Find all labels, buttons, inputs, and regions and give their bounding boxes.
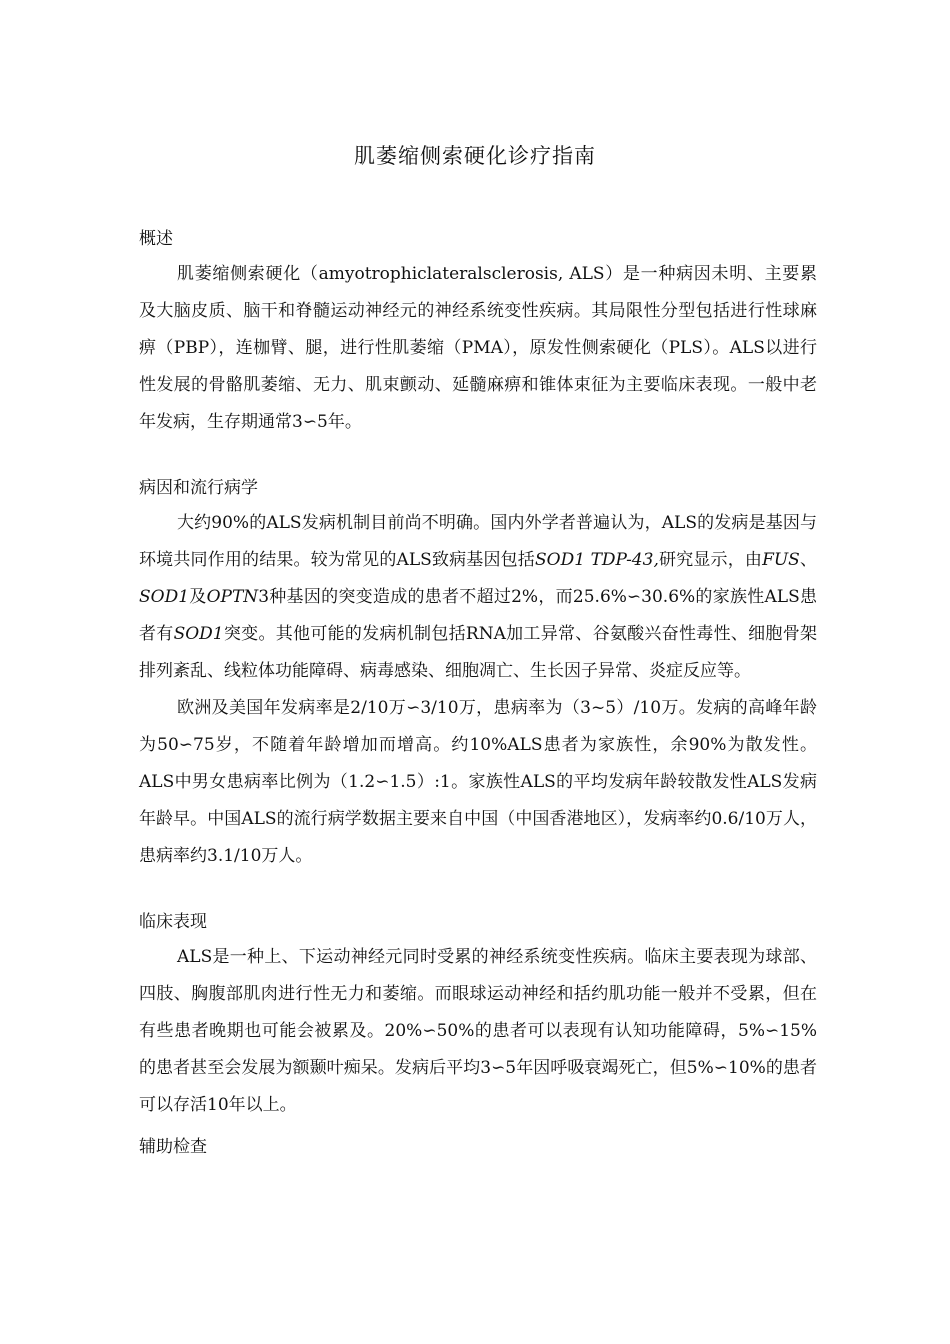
- paragraph-text-run: 3种基因的突变造成的患者不超过2%，而25.6%∽30.6%的家族性ALS患者有: [139, 587, 818, 644]
- document-body: [139, 222, 817, 1164]
- paragraph-text-run: 突变。其他可能的发病机制包括RNA加工异常、谷氨酸兴奋性毒性、细胞骨架排列紊乱、线粒体功能障碍、病毒感染、细胞凋亡、生长因子异常、炎症反应等。: [139, 624, 818, 681]
- section-spacer: [139, 875, 817, 905]
- paragraph-text-run: ALS是一种上、下运动神经元同时受累的神经系统变性疾病。临床主要表现为球部、四肢、胸腹部肌肉进行性无力和萎缩。而眼球运动神经和括约肌功能一般并不受累，但在有些患者晚期也可能会被累及。20%∽50%的患者可以表现有认知功能障碍，5%∽15%的患者甚至会发展为额颞叶痴呆。发病后平均3∽5年因呼吸衰竭死亡，但5%∽10%的患者可以存活10年以上。: [139, 947, 817, 1115]
- section-heading-auxiliary-exam: 辅助检查: [139, 1137, 207, 1157]
- section-heading-clinical: 临床表现: [139, 912, 207, 932]
- gene-name-text: SOD1 TDP-43,: [534, 550, 659, 570]
- paragraph-text-run: 、: [799, 550, 818, 570]
- gene-name-text: SOD1: [173, 624, 224, 644]
- gene-name-text: FUS: [762, 550, 800, 570]
- section-heading-etiology: 病因和流行病学: [139, 478, 258, 498]
- paragraph-overview: [139, 256, 817, 441]
- gene-name-text: SOD1: [139, 587, 190, 607]
- section-heading-overview: 概述: [139, 229, 173, 249]
- paragraph-text-run: 欧洲及美国年发病率是2/10万∽3/10万，患病率为（3~5）/10万。发病的高峰年龄为50∽75岁，不随着年龄增加而增高。约10%ALS患者为家族性，余90%为散发性。ALS中男女患病率比例为（1.2∽1.5）:1。家族性ALS的平均发病年龄较散发性ALS发病年龄早。中国ALS的流行病学数据主要来自中国（中国香港地区），发病率约0.6/10万人，患病率约3.1/10万人。: [139, 698, 817, 866]
- section-spacer: [139, 441, 817, 471]
- document-title: 肌萎缩侧索硬化诊疗指南: [354, 144, 596, 168]
- paragraph-clinical: [139, 939, 817, 1124]
- paragraph-text-run: 及: [189, 587, 207, 607]
- paragraph-etiology-genes: [139, 505, 817, 690]
- paragraph-text-run: 肌萎缩侧索硬化（amyotrophiclateralsclerosis, ALS）是一种病因未明、主要累及大脑皮质、脑干和脊髓运动神经元的神经系统变性疾病。其局限性分型包括进行性球麻痹（PBP），连枷臂、腿，进行性肌萎缩（PMA），原发性侧索硬化（PLS）。ALS以进行性发展的骨骼肌萎缩、无力、肌束颤动、延髓麻痹和锥体束征为主要临床表现。一般中老年发病，生存期通常3∽5年。: [139, 264, 817, 432]
- paragraph-epidemiology: [139, 690, 817, 875]
- paragraph-text-run: 研究显示，由: [658, 550, 763, 570]
- gene-name-text: OPTN: [206, 587, 259, 607]
- paragraph-text-run: 大约90%的ALS发病机制目前尚不明确。国内外学者普遍认为，ALS的发病是基因与环境共同作用的结果。较为常见的ALS致病基因包括: [139, 513, 817, 570]
